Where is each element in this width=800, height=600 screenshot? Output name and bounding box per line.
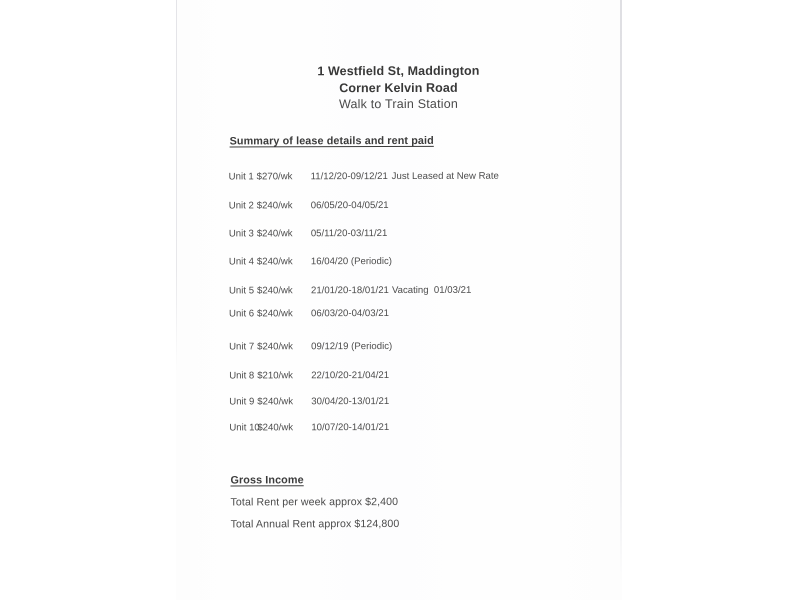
gross-income-heading: Gross Income [230,474,304,487]
lease-note: Vacating 01/03/21 [391,284,472,297]
lease-note: Just Leased at New Rate [391,170,499,183]
lease-period: 16/04/20 (Periodic) [310,256,392,268]
summary-heading: Summary of lease details and rent paid [229,134,434,148]
lease-period: 11/12/20-09/12/21 [310,171,388,183]
table-row [229,284,609,297]
lease-period: 05/11/20-03/11/21 [310,228,388,240]
rent-value: $240/wk [256,256,293,268]
document-header [175,62,621,113]
rent-value: $240/wk [257,396,294,408]
table-row [229,340,609,353]
table-row [229,307,609,320]
unit-label: Unit 6 [229,308,255,320]
table-row [229,170,609,183]
unit-label: Unit 8 [229,370,255,382]
rent-value: $270/wk [256,171,293,183]
lease-period: 09/12/19 (Periodic) [311,341,393,353]
unit-label: Unit 3 [228,228,254,240]
rent-value: $210/wk [257,370,293,382]
weekly-rent-total: Total Rent per week approx $2,400 [230,496,399,509]
unit-label: Unit 2 [228,200,254,212]
unit-label: Unit 10 [229,422,260,434]
document-content [175,0,623,600]
lease-period: 30/04/20-13/01/21 [311,396,390,408]
rent-value: $240/wk [256,285,293,297]
lease-period: 06/05/20-04/05/21 [310,200,389,212]
unit-label: Unit 4 [228,256,254,268]
table-row [229,421,609,434]
rent-value: $240/wk [257,422,294,434]
annual-rent-total: Total Annual Rent approx $124,800 [230,517,400,531]
lease-period: 06/03/20-04/03/21 [311,308,389,320]
table-row [229,369,609,382]
rent-value: $240/wk [256,228,293,240]
rent-value: $240/wk [256,200,293,212]
unit-label: Unit 7 [229,341,255,353]
lease-table [228,170,609,434]
address-line: 1 Westfield St, Maddington [317,63,480,79]
corner-road-line: Corner Kelvin Road [339,80,458,95]
table-row [229,199,609,212]
unit-label: Unit 5 [228,285,255,297]
table-row [229,395,609,408]
unit-label: Unit 1 [228,171,254,183]
train-station-line: Walk to Train Station [338,96,459,112]
lease-period: 21/01/20-18/01/21 [310,285,389,297]
lease-period: 22/10/20-21/04/21 [311,370,390,382]
lease-period: 10/07/20-14/01/21 [311,422,390,434]
table-row [229,227,609,240]
paper-sheet [176,0,622,600]
rent-value: $240/wk [257,341,293,353]
table-row [229,255,609,268]
unit-label: Unit 9 [229,396,255,408]
rent-value: $240/wk [257,308,293,320]
